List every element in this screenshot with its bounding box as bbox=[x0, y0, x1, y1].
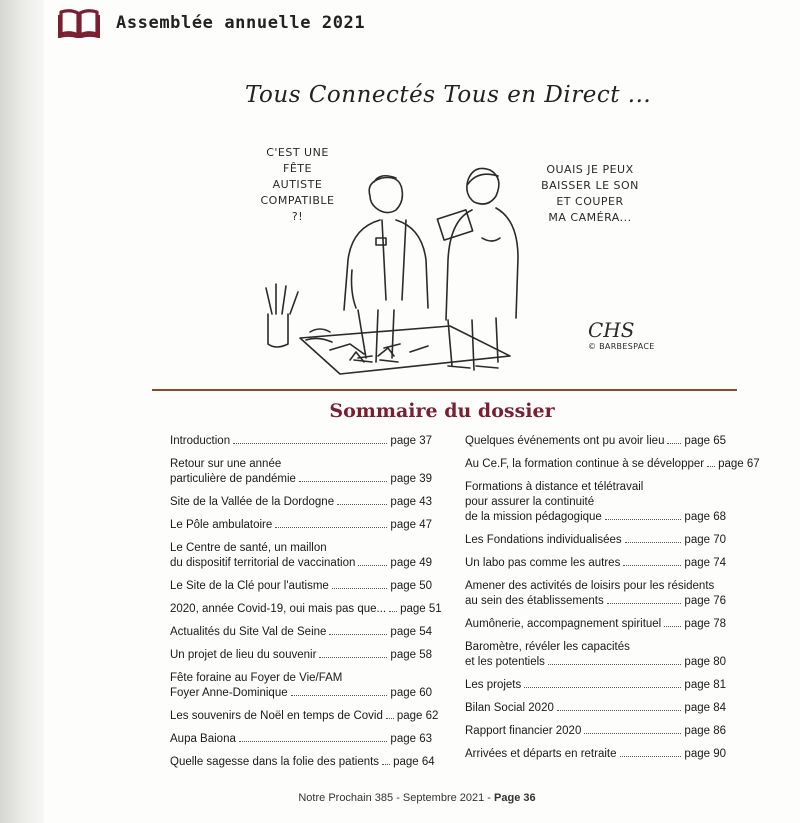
toc-entry[interactable] bbox=[170, 518, 432, 533]
toc-entry-line bbox=[170, 472, 432, 487]
toc-leader-dots bbox=[275, 527, 387, 528]
toc-entry-title: Un projet de lieu du souvenir bbox=[170, 649, 317, 661]
speech-bubble-left bbox=[250, 145, 345, 225]
section-divider bbox=[152, 389, 737, 391]
toc-entry-title: 2020, année Covid-19, oui mais pas que... bbox=[170, 603, 387, 615]
toc-entry-title: du dispositif territorial de vaccination bbox=[170, 557, 356, 569]
toc-leader-dots bbox=[358, 565, 387, 566]
toc-entry-title: Le Centre de santé, un maillon bbox=[170, 542, 327, 554]
toc-page-number: page 70 bbox=[684, 534, 726, 546]
toc-leader-dots bbox=[524, 687, 681, 688]
toc-page-number: page 84 bbox=[684, 702, 726, 714]
bubble-line: COMPATIBLE bbox=[260, 194, 335, 207]
toc-entry[interactable] bbox=[465, 457, 760, 472]
toc-entry[interactable] bbox=[170, 709, 439, 724]
toc-page-number: page 51 bbox=[400, 603, 442, 615]
toc-entry[interactable] bbox=[170, 579, 432, 594]
speech-bubble-right bbox=[520, 162, 660, 226]
toc-entry[interactable] bbox=[465, 640, 726, 670]
toc-entry-line bbox=[465, 617, 726, 632]
toc-leader-dots bbox=[332, 588, 388, 589]
toc-leader-dots bbox=[382, 764, 390, 765]
toc-entry-title: Arrivées et départs en retraite bbox=[465, 748, 617, 760]
toc-entry-line bbox=[465, 594, 726, 609]
toc-entry-line bbox=[170, 709, 439, 724]
toc-entry-title: de la mission pédagogique bbox=[465, 511, 602, 523]
toc-entry-line bbox=[170, 556, 432, 571]
toc-entry-line bbox=[465, 457, 760, 472]
toc-entry-title: Le Site de la Clé pour l'autisme bbox=[170, 580, 329, 592]
toc-entry-title: Quelle sagesse dans la folie des patients bbox=[170, 756, 380, 768]
bubble-line: ET COUPER bbox=[556, 195, 624, 208]
bubble-line: AUTISTE bbox=[272, 178, 323, 191]
toc-leader-dots bbox=[389, 611, 397, 612]
toc-page-number: page 81 bbox=[684, 679, 726, 691]
bubble-line: MA CAMÉRA... bbox=[548, 211, 632, 224]
toc-entry-line bbox=[465, 701, 726, 716]
toc-leader-dots bbox=[664, 626, 681, 627]
toc-entry[interactable] bbox=[170, 495, 432, 510]
toc-entry-title: Baromètre, révéler les capacités bbox=[465, 641, 630, 653]
toc-page-number: page 43 bbox=[390, 496, 432, 508]
toc-entry-line bbox=[170, 732, 432, 747]
bubble-line: ?! bbox=[291, 210, 304, 223]
toc-entry-title: Formations à distance et télétravail bbox=[465, 481, 644, 493]
toc-entry[interactable] bbox=[465, 724, 726, 739]
toc-entry-line bbox=[465, 533, 726, 548]
toc-page-number: page 86 bbox=[684, 725, 726, 737]
toc-entry-line bbox=[170, 755, 435, 770]
toc-entry[interactable] bbox=[170, 671, 432, 701]
toc-entry-title: et les potentiels bbox=[465, 656, 545, 668]
bubble-line: BAISSER LE SON bbox=[541, 179, 639, 192]
cartoon-caption: Tous Connectés Tous en Direct ... bbox=[245, 82, 652, 108]
page-header bbox=[58, 6, 365, 40]
toc-page-number: page 64 bbox=[393, 756, 435, 768]
toc-entry-line bbox=[170, 671, 432, 686]
toc-entry-title: Un labo pas comme les autres bbox=[465, 557, 621, 569]
toc-page-number: page 39 bbox=[390, 473, 432, 485]
toc-leader-dots bbox=[239, 741, 388, 742]
bubble-line: OUAIS JE PEUX bbox=[546, 163, 634, 176]
toc-entry[interactable] bbox=[465, 556, 726, 571]
toc-entry-title: Retour sur une année bbox=[170, 458, 282, 470]
toc-leader-dots bbox=[299, 481, 387, 482]
toc-page-number: page 76 bbox=[684, 595, 726, 607]
toc-leader-dots bbox=[625, 542, 682, 543]
toc-entry[interactable] bbox=[465, 579, 726, 609]
toc-entry[interactable] bbox=[465, 701, 726, 716]
toc-entry[interactable] bbox=[170, 625, 432, 640]
toc-page-number: page 37 bbox=[390, 435, 432, 447]
toc-leader-dots bbox=[386, 718, 394, 719]
toc-left-column bbox=[170, 434, 442, 778]
toc-entry[interactable] bbox=[465, 678, 726, 693]
toc-entry-line bbox=[170, 602, 442, 617]
toc-page-number: page 68 bbox=[684, 511, 726, 523]
page-footer bbox=[0, 792, 800, 804]
toc-entry[interactable] bbox=[170, 457, 432, 487]
toc-entry-title: Introduction bbox=[170, 435, 231, 447]
toc-entry[interactable] bbox=[170, 434, 432, 449]
toc-entry-line bbox=[170, 434, 432, 449]
toc-page-number: page 54 bbox=[390, 626, 432, 638]
toc-entry-title: Site de la Vallée de la Dordogne bbox=[170, 496, 335, 508]
toc-entry-line bbox=[465, 724, 726, 739]
toc-entry-line bbox=[465, 747, 726, 762]
toc-leader-dots bbox=[620, 756, 682, 757]
toc-right-column bbox=[465, 434, 760, 770]
toc-leader-dots bbox=[233, 443, 387, 444]
toc-entry-line bbox=[465, 640, 726, 655]
toc-leader-dots bbox=[605, 519, 682, 520]
toc-entry-title: Rapport financier 2020 bbox=[465, 725, 582, 737]
toc-entry-title: Les projets bbox=[465, 679, 522, 691]
toc-entry-title: Amener des activités de loisirs pour les résidents bbox=[465, 580, 715, 592]
toc-leader-dots bbox=[584, 733, 681, 734]
toc-entry[interactable] bbox=[170, 602, 442, 617]
footer-text: Notre Prochain 385 - Septembre 2021 - bbox=[298, 792, 495, 804]
toc-leader-dots bbox=[623, 565, 681, 566]
toc-entry-line bbox=[170, 686, 432, 701]
toc-page-number: page 50 bbox=[390, 580, 432, 592]
toc-entry-line bbox=[170, 541, 432, 556]
toc-entry-title: Quelques événements ont pu avoir lieu bbox=[465, 435, 665, 447]
toc-entry[interactable] bbox=[170, 648, 432, 663]
toc-page-number: page 80 bbox=[684, 656, 726, 668]
toc-entry-line bbox=[465, 510, 726, 525]
artist-signature bbox=[588, 318, 655, 351]
toc-entry-title: particulière de pandémie bbox=[170, 473, 296, 485]
toc-leader-dots bbox=[607, 603, 682, 604]
toc-leader-dots bbox=[707, 466, 715, 467]
signature-name: CHS bbox=[588, 318, 635, 342]
toc-entry[interactable] bbox=[465, 434, 726, 449]
toc-page-number: page 67 bbox=[718, 458, 760, 470]
toc-page-number: page 74 bbox=[684, 557, 726, 569]
toc-entry-line bbox=[465, 434, 726, 449]
toc-page-number: page 49 bbox=[390, 557, 432, 569]
toc-page-number: page 58 bbox=[390, 649, 432, 661]
toc-entry-title: Aupa Baiona bbox=[170, 733, 236, 745]
toc-entry-title: Aumônerie, accompagnement spirituel bbox=[465, 618, 662, 630]
header-title: Assemblée annuelle 2021 bbox=[116, 13, 366, 33]
toc-entry-line bbox=[170, 518, 432, 533]
toc-entry-line bbox=[465, 655, 726, 670]
footer-page-number: Page 36 bbox=[494, 792, 536, 804]
toc-leader-dots bbox=[329, 634, 387, 635]
toc-entry-line bbox=[465, 678, 726, 693]
toc-page-number: page 63 bbox=[390, 733, 432, 745]
toc-entry-line bbox=[465, 480, 726, 495]
toc-entry-title: au sein des établissements bbox=[465, 595, 604, 607]
toc-entry-line bbox=[170, 457, 432, 472]
toc-leader-dots bbox=[319, 657, 387, 658]
toc-entry[interactable] bbox=[465, 617, 726, 632]
toc-entry-title: Les souvenirs de Noël en temps de Covid bbox=[170, 710, 383, 722]
toc-leader-dots bbox=[548, 664, 682, 665]
signature-handle: © BARBESPACE bbox=[588, 342, 655, 351]
toc-entry-line bbox=[170, 495, 432, 510]
toc-page-number: page 47 bbox=[390, 519, 432, 531]
toc-page-number: page 65 bbox=[684, 435, 726, 447]
toc-entry-line bbox=[465, 556, 726, 571]
toc-entry[interactable] bbox=[465, 533, 726, 548]
toc-page-number: page 60 bbox=[390, 687, 432, 699]
toc-title: Sommaire du dossier bbox=[329, 400, 555, 422]
toc-entry-line bbox=[465, 495, 726, 510]
toc-entry[interactable] bbox=[170, 541, 432, 571]
toc-entry-title: Bilan Social 2020 bbox=[465, 702, 554, 714]
toc-entry-title: pour assurer la continuité bbox=[465, 496, 595, 508]
toc-page-number: page 62 bbox=[396, 710, 439, 722]
toc-leader-dots bbox=[291, 695, 388, 696]
toc-entry-line bbox=[465, 579, 726, 594]
toc-page-number: page 78 bbox=[684, 618, 726, 630]
bubble-line: C'EST UNE bbox=[266, 146, 329, 159]
toc-page-number: page 90 bbox=[684, 748, 726, 760]
toc-leader-dots bbox=[667, 443, 681, 444]
bubble-line: FÊTE bbox=[283, 162, 312, 175]
toc-entry-title: Fête foraine au Foyer de Vie/FAM bbox=[170, 672, 343, 684]
toc-leader-dots bbox=[557, 710, 682, 711]
toc-entry-line bbox=[170, 648, 432, 663]
toc-entry-title: Foyer Anne-Dominique bbox=[170, 687, 288, 699]
toc-leader-dots bbox=[337, 504, 387, 505]
toc-entry-line bbox=[170, 625, 432, 640]
toc-entry-line bbox=[170, 579, 432, 594]
toc-entry[interactable] bbox=[170, 732, 432, 747]
toc-entry-title: Les Fondations individualisées bbox=[465, 534, 622, 546]
toc-entry[interactable] bbox=[465, 480, 726, 525]
toc-entry-title: Actualités du Site Val de Seine bbox=[170, 626, 327, 638]
toc-entry[interactable] bbox=[465, 747, 726, 762]
toc-entry[interactable] bbox=[170, 755, 435, 770]
toc-entry-title: Au Ce.F, la formation continue à se développer bbox=[465, 458, 705, 470]
toc-entry-title: Le Pôle ambulatoire bbox=[170, 519, 273, 531]
book-icon bbox=[58, 8, 100, 38]
